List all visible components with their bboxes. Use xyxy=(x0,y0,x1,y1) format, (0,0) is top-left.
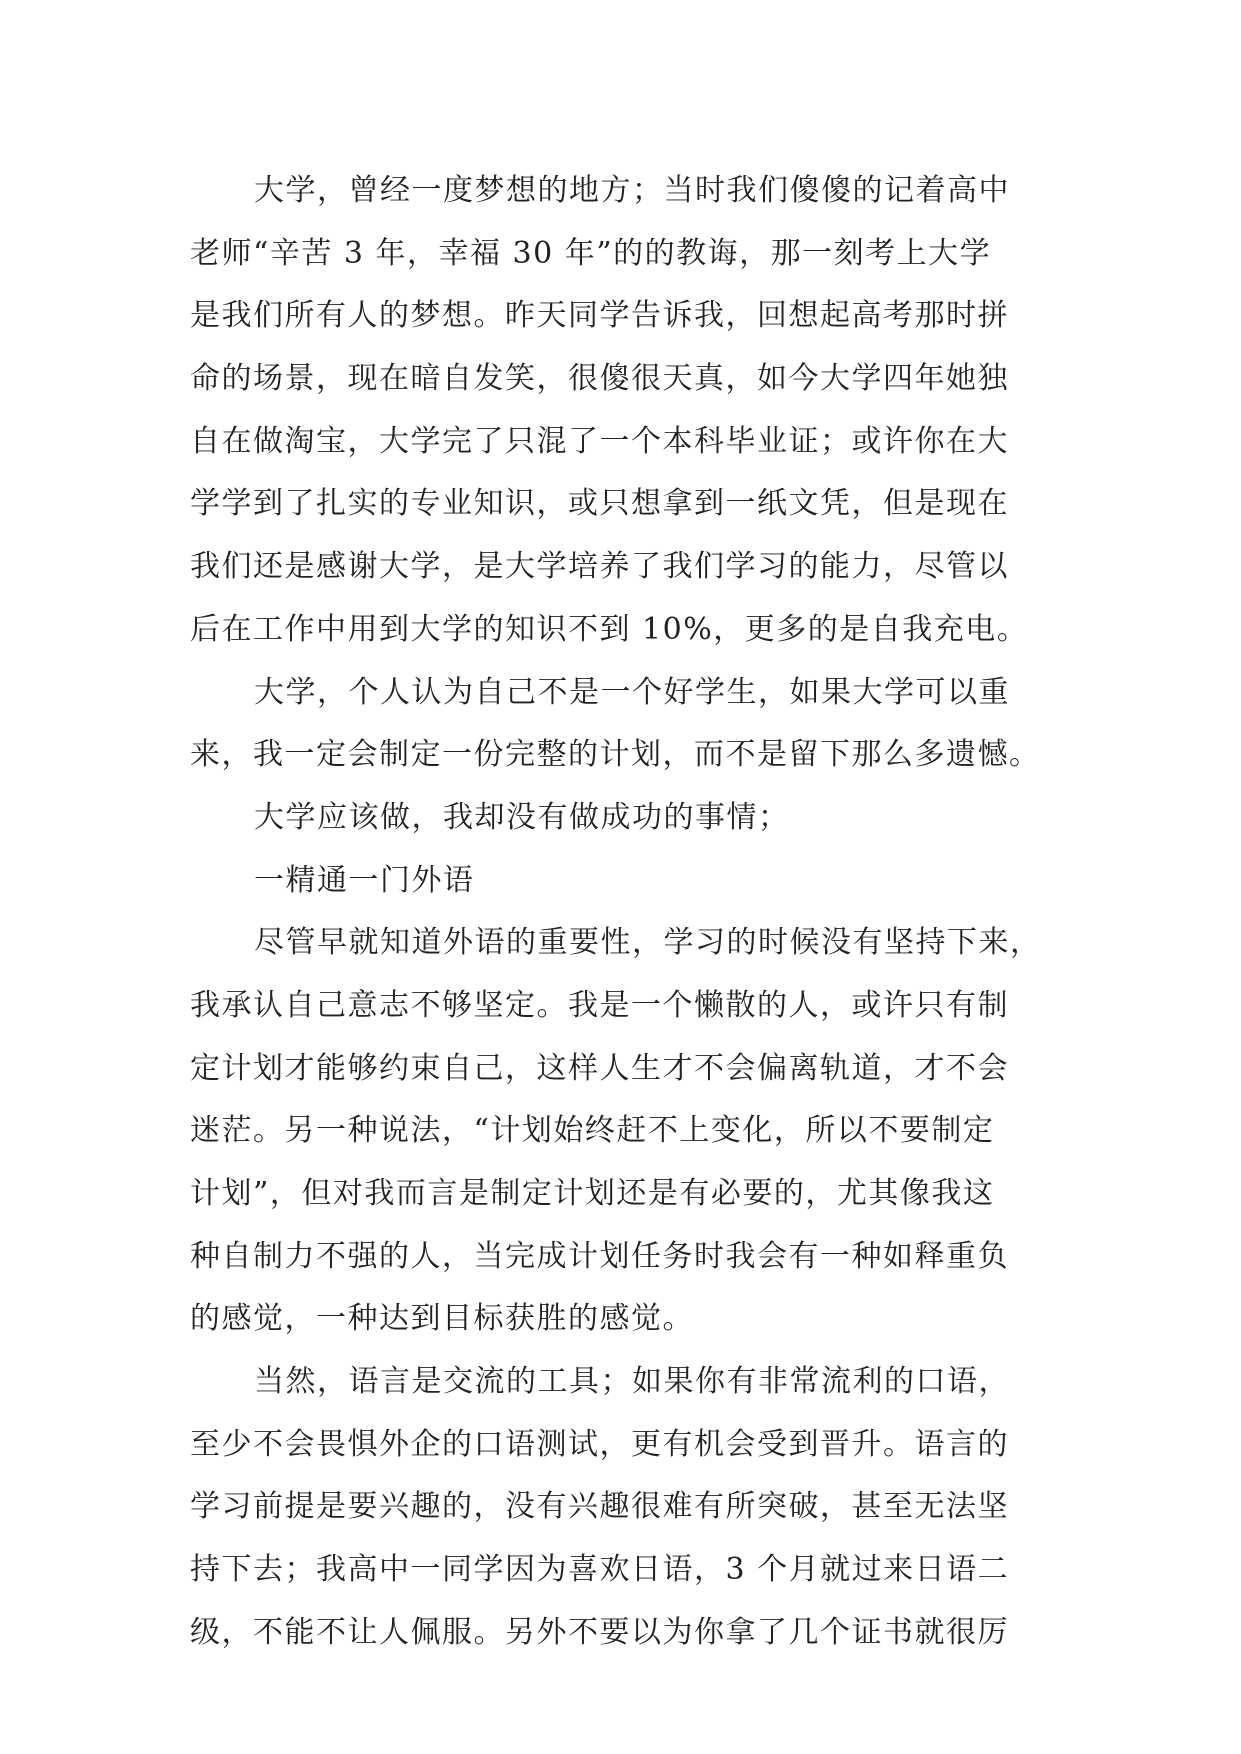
paragraph-line: 计划”，但对我而言是制定计划还是有必要的，尤其像我这 xyxy=(190,1176,995,1211)
paragraph-line: 我承认自己意志不够坚定。我是一个懒散的人，或许只有制 xyxy=(190,987,1009,1023)
paragraph-line: 我们还是感谢大学，是大学培养了我们学习的能力，尽管以 xyxy=(190,549,1009,585)
body-text xyxy=(190,160,1050,1665)
paragraph-line: 当然，语言是交流的工具；如果你有非常流利的口语， xyxy=(254,1364,1010,1400)
paragraph-line: 尽管早就知道外语的重要性，学习的时候没有坚持下来， xyxy=(254,925,1042,961)
paragraph-line: 学学到了扎实的专业知识，或只想拿到一纸文凭，但是现在 xyxy=(190,486,1009,522)
paragraph-line: 大学，个人认为自己不是一个好学生，如果大学可以重 xyxy=(254,674,1010,710)
paragraph-line: 自在做淘宝，大学完了只混了一个本科毕业证；或许你在大 xyxy=(190,423,1009,459)
paragraph-line: 来，我一定会制定一份完整的计划，而不是留下那么多遗憾。 xyxy=(190,737,1041,773)
paragraph-line: 持下去；我高中一同学因为喜欢日语，3 个月就过来日语二 xyxy=(190,1552,1010,1588)
paragraph-line: 学习前提是要兴趣的，没有兴趣很难有所突破，甚至无法坚 xyxy=(190,1489,1009,1525)
paragraph-line: 种自制力不强的人，当完成计划任务时我会有一种如释重负 xyxy=(190,1238,1009,1274)
paragraph-line: 老师“辛苦 3 年，幸福 30 年”的的教诲，那一刻考上大学 xyxy=(190,235,992,271)
paragraph-line: 至少不会畏惧外企的口语测试，更有机会受到晋升。语言的 xyxy=(190,1426,1009,1462)
paragraph-line: 级，不能不让人佩服。另外不要以为你拿了几个证书就很厉 xyxy=(190,1614,1009,1650)
paragraph-line: 命的场景，现在暗自发笑，很傻很天真，如今大学四年她独 xyxy=(190,361,1009,397)
section-heading: 一精通一门外语 xyxy=(254,862,475,898)
paragraph-line: 后在工作中用到大学的知识不到 10%，更多的是自我充电。 xyxy=(190,611,1029,647)
paragraph-line: 迷茫。另一种说法，“计划始终赶不上变化，所以不要制定 xyxy=(190,1113,995,1149)
paragraph-line: 是我们所有人的梦想。昨天同学告诉我，回想起高考那时拼 xyxy=(190,298,1009,334)
paragraph-line: 定计划才能够约束自己，这样人生才不会偏离轨道，才不会 xyxy=(190,1050,1009,1086)
paragraph-line: 大学，曾经一度梦想的地方；当时我们傻傻的记着高中 xyxy=(254,173,1010,208)
paragraph-line: 大学应该做，我却没有做成功的事情； xyxy=(254,799,790,835)
paragraph-line: 的感觉，一种达到目标获胜的感觉。 xyxy=(190,1301,694,1337)
